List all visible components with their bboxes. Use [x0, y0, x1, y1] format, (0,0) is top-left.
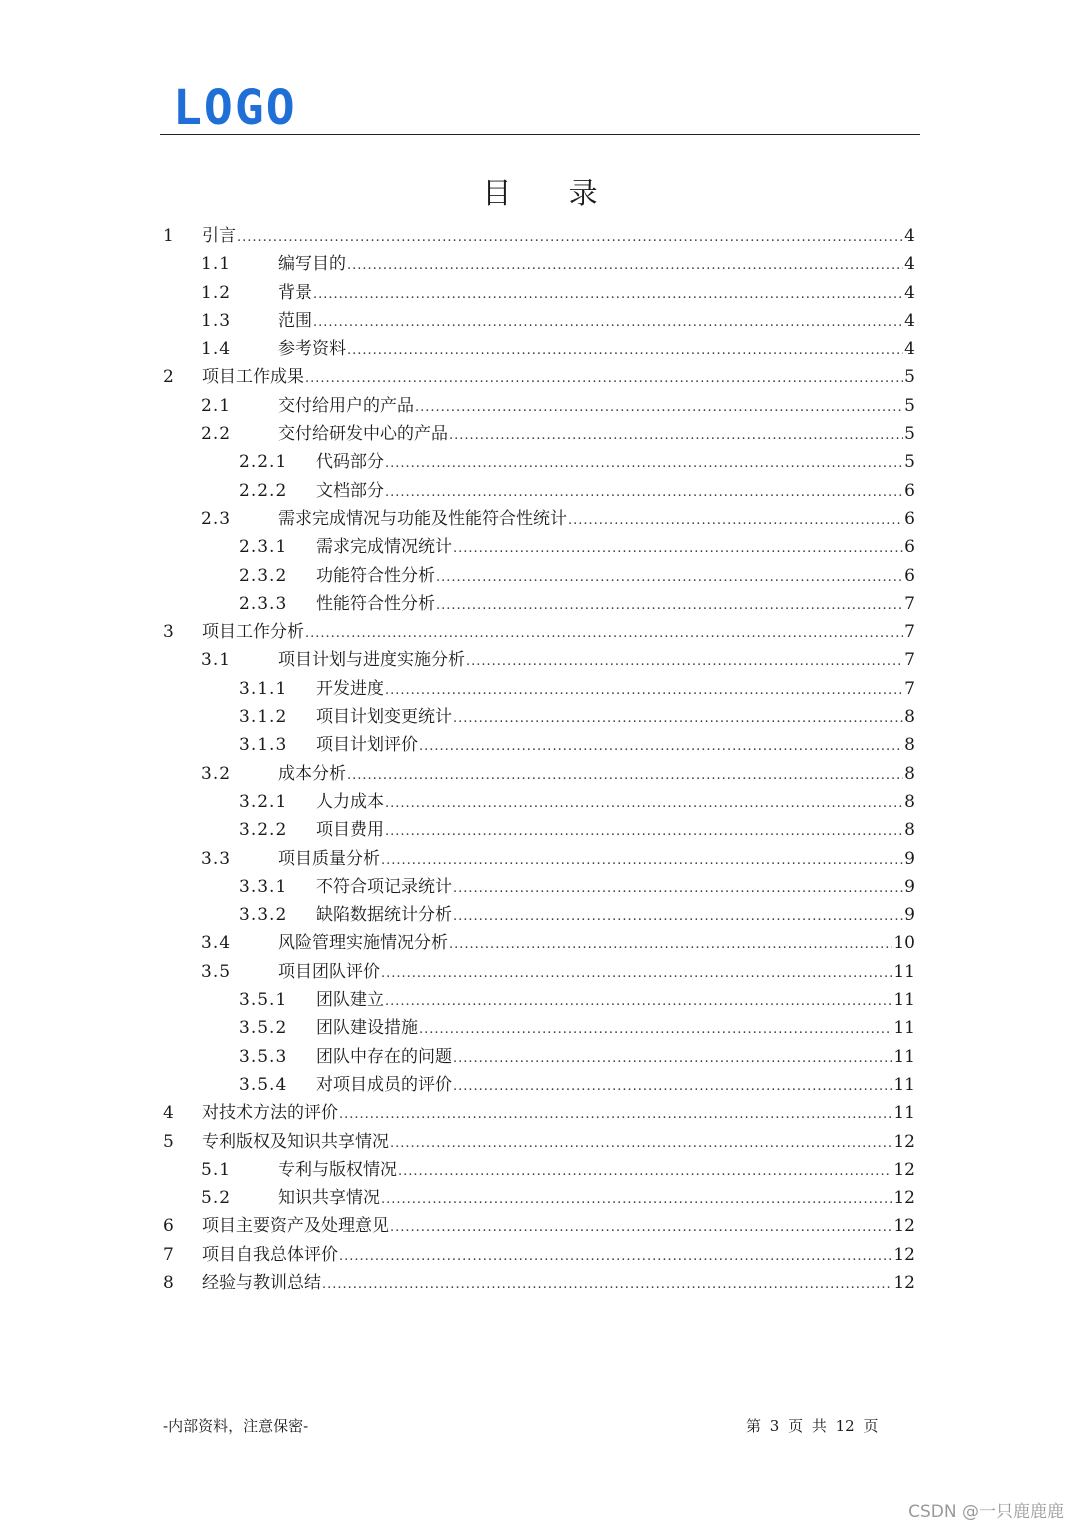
toc-entry-page: 8 [904, 735, 915, 756]
toc-entry-number: 3.2.2 [239, 820, 288, 841]
toc-entry-number: 4 [163, 1103, 175, 1124]
toc-entry-page: 11 [893, 1074, 915, 1095]
toc-entry-title: 项目工作成果 [202, 367, 304, 388]
toc-entry-number: 2.2 [201, 424, 232, 445]
toc-entry[interactable] [163, 1071, 915, 1099]
toc-entry-number: 1.3 [201, 310, 232, 331]
toc-entry-number: 3.2 [201, 763, 232, 784]
toc-entry-line [278, 1156, 915, 1186]
toc-entry-page: 5 [904, 424, 915, 445]
toc-entry-number: 5 [163, 1131, 175, 1152]
toc-entry-line [278, 420, 915, 450]
toc-entry-line [278, 958, 915, 988]
toc-dot-leader [398, 1158, 892, 1186]
toc-entry[interactable] [163, 816, 915, 844]
toc-entry[interactable] [163, 901, 915, 929]
toc-entry[interactable] [163, 420, 915, 448]
toc-entry[interactable] [163, 703, 915, 731]
toc-entry-title: 团队中存在的问题 [316, 1046, 452, 1067]
toc-entry-number: 3.5.2 [239, 1018, 288, 1039]
toc-entry-page: 11 [893, 1103, 915, 1124]
toc-entry-page: 10 [893, 933, 915, 954]
toc-entry-number: 3.5 [201, 961, 232, 982]
toc-entry[interactable] [163, 533, 915, 561]
toc-entry[interactable] [163, 1241, 915, 1269]
footer-confidential-note: -内部资料，注意保密- [163, 1417, 309, 1435]
toc-entry-page: 11 [893, 990, 915, 1011]
toc-entry-title: 参考资料 [278, 339, 346, 360]
toc-entry-title: 项目自我总体评价 [202, 1244, 338, 1265]
toc-entry-number: 1.1 [201, 254, 232, 275]
table-of-contents [163, 222, 915, 1297]
toc-entry-number: 2.3.3 [239, 593, 288, 614]
toc-entry[interactable] [163, 1043, 915, 1071]
toc-entry-line [278, 335, 915, 365]
toc-entry-page: 7 [904, 650, 915, 671]
toc-dot-leader [449, 422, 903, 450]
toc-dot-leader [453, 705, 903, 733]
toc-entry-page: 12 [893, 1131, 915, 1152]
toc-entry-line [202, 618, 915, 648]
toc-entry-page: 8 [904, 820, 915, 841]
toc-entry-page: 12 [893, 1244, 915, 1265]
toc-entry-title: 需求完成情况统计 [316, 537, 452, 558]
header-divider [160, 134, 920, 135]
toc-entry-title: 专利与版权情况 [278, 1159, 397, 1180]
toc-dot-leader [466, 648, 903, 676]
toc-entry-page: 5 [904, 395, 915, 416]
toc-entry-page: 12 [893, 1272, 915, 1293]
toc-entry-page: 5 [904, 452, 915, 473]
toc-entry-line [316, 901, 915, 931]
toc-dot-leader [305, 620, 903, 648]
toc-entry-page: 7 [904, 678, 915, 699]
toc-entry[interactable] [163, 363, 915, 391]
toc-dot-leader [322, 1271, 892, 1299]
toc-entry-line [202, 1212, 915, 1242]
toc-entry-number: 3.1 [201, 650, 232, 671]
toc-dot-leader [347, 337, 903, 365]
toc-entry-title: 引言 [202, 226, 236, 246]
toc-entry[interactable] [163, 1184, 915, 1212]
toc-entry-page: 8 [904, 791, 915, 812]
toc-dot-leader [339, 1243, 892, 1271]
toc-entry-line [278, 392, 915, 422]
toc-dot-leader [453, 903, 903, 931]
toc-title: 目 录 [482, 176, 622, 210]
toc-dot-leader [449, 931, 892, 959]
toc-entry[interactable] [163, 986, 915, 1014]
toc-entry[interactable] [163, 279, 915, 307]
toc-entry-line [316, 703, 915, 733]
toc-entry-title: 项目主要资产及处理意见 [202, 1216, 389, 1237]
toc-entry-line [278, 646, 915, 676]
toc-entry-line [316, 675, 915, 705]
toc-entry-number: 2.1 [201, 395, 232, 416]
toc-entry-line [316, 1014, 915, 1044]
toc-entry[interactable] [163, 1156, 915, 1184]
toc-entry-title: 专利版权及知识共享情况 [202, 1131, 389, 1152]
toc-dot-leader [453, 875, 903, 903]
toc-entry[interactable] [163, 958, 915, 986]
toc-entry-title: 需求完成情况与功能及性能符合性统计 [278, 508, 567, 529]
toc-entry-title: 项目计划与进度实施分析 [278, 650, 465, 671]
toc-entry-number: 3.3.2 [239, 905, 288, 926]
toc-dot-leader [385, 677, 903, 705]
logo: LOGO [173, 80, 297, 136]
toc-dot-leader [313, 281, 903, 309]
toc-entry[interactable] [163, 590, 915, 618]
toc-entry[interactable] [163, 845, 915, 873]
toc-entry[interactable] [163, 1014, 915, 1042]
toc-entry[interactable] [163, 731, 915, 759]
toc-entry-page: 4 [904, 282, 915, 303]
toc-entry-line [278, 505, 915, 535]
toc-entry-title: 缺陷数据统计分析 [316, 905, 452, 926]
toc-entry-number: 1 [163, 226, 175, 246]
toc-entry-page: 4 [904, 310, 915, 331]
toc-entry-number: 6 [163, 1216, 175, 1237]
toc-entry-number: 3.2.1 [239, 791, 288, 812]
toc-entry-title: 项目计划变更统计 [316, 707, 452, 728]
toc-entry-page: 4 [904, 226, 915, 246]
toc-entry[interactable] [163, 873, 915, 901]
toc-entry-title: 项目费用 [316, 820, 384, 841]
toc-entry-title: 项目工作分析 [202, 622, 304, 643]
toc-entry-line [278, 845, 915, 875]
toc-entry-page: 6 [904, 508, 915, 529]
toc-entry-line [278, 250, 915, 280]
toc-entry[interactable] [163, 646, 915, 674]
toc-entry[interactable] [163, 1212, 915, 1240]
toc-entry-line [278, 760, 915, 790]
toc-dot-leader [419, 733, 903, 761]
toc-entry-title: 项目质量分析 [278, 848, 380, 869]
toc-entry-number: 8 [163, 1272, 175, 1293]
toc-entry-line [316, 1071, 915, 1101]
toc-dot-leader [419, 1016, 892, 1044]
toc-dot-leader [381, 847, 903, 875]
toc-dot-leader [347, 252, 903, 280]
toc-entry-line [202, 363, 915, 393]
toc-entry-page: 12 [893, 1188, 915, 1209]
toc-entry-line [316, 816, 915, 846]
toc-dot-leader [390, 1130, 892, 1158]
toc-entry-title: 成本分析 [278, 763, 346, 784]
toc-entry-number: 3 [163, 622, 175, 643]
toc-entry-page: 8 [904, 763, 915, 784]
toc-entry-number: 2.2.2 [239, 480, 288, 501]
toc-dot-leader [390, 1214, 892, 1242]
toc-entry-number: 2.3 [201, 508, 232, 529]
toc-entry-page: 4 [904, 254, 915, 275]
toc-entry-page: 12 [893, 1216, 915, 1237]
toc-dot-leader [453, 535, 903, 563]
toc-entry-line [316, 873, 915, 903]
toc-entry-line [278, 1184, 915, 1214]
toc-entry-title: 项目计划评价 [316, 735, 418, 756]
toc-entry-title: 文档部分 [316, 480, 384, 501]
toc-entry-number: 2.2.1 [239, 452, 288, 473]
toc-entry[interactable] [163, 618, 915, 646]
toc-entry-line [316, 590, 915, 620]
toc-entry-line [316, 788, 915, 818]
toc-entry-number: 2 [163, 367, 175, 388]
toc-entry-line [202, 1128, 915, 1158]
toc-entry-number: 7 [163, 1244, 175, 1265]
toc-entry-number: 2.3.2 [239, 565, 288, 586]
toc-dot-leader [381, 1186, 892, 1214]
toc-entry-line [278, 307, 915, 337]
toc-dot-leader [385, 479, 903, 507]
toc-entry-title: 对项目成员的评价 [316, 1074, 452, 1095]
toc-entry-title: 风险管理实施情况分析 [278, 933, 448, 954]
toc-entry-page: 4 [904, 339, 915, 360]
toc-entry-line [316, 562, 915, 592]
toc-dot-leader [305, 365, 903, 393]
toc-dot-leader [385, 790, 903, 818]
toc-entry-title: 团队建设措施 [316, 1018, 418, 1039]
toc-entry-line [316, 1043, 915, 1073]
toc-entry-title: 开发进度 [316, 678, 384, 699]
toc-entry-title: 人力成本 [316, 791, 384, 812]
toc-entry-title: 知识共享情况 [278, 1188, 380, 1209]
toc-entry-page: 11 [893, 961, 915, 982]
toc-dot-leader [385, 818, 903, 846]
toc-entry-number: 3.5.4 [239, 1074, 288, 1095]
toc-entry-page: 6 [904, 565, 915, 586]
toc-entry[interactable] [163, 250, 915, 278]
toc-entry-number: 3.5.3 [239, 1046, 288, 1067]
toc-entry-line [316, 533, 915, 563]
toc-entry-number: 5.2 [201, 1188, 232, 1209]
toc-entry-page: 6 [904, 537, 915, 558]
toc-dot-leader [436, 592, 903, 620]
toc-entry[interactable] [163, 505, 915, 533]
toc-entry-title: 交付给用户的产品 [278, 395, 414, 416]
toc-entry[interactable] [163, 1099, 915, 1127]
toc-entry[interactable] [163, 1128, 915, 1156]
toc-entry[interactable] [163, 392, 915, 420]
toc-dot-leader [347, 762, 903, 790]
toc-dot-leader [339, 1101, 892, 1129]
toc-entry-number: 3.3 [201, 848, 232, 869]
toc-entry-line [278, 279, 915, 309]
toc-entry-title: 交付给研发中心的产品 [278, 424, 448, 445]
toc-entry-title: 编写目的 [278, 254, 346, 275]
toc-entry-page: 12 [893, 1159, 915, 1180]
toc-entry-line [202, 1099, 915, 1129]
toc-entry[interactable] [163, 760, 915, 788]
toc-entry-line [202, 222, 915, 252]
toc-entry-page: 8 [904, 707, 915, 728]
toc-entry-title: 代码部分 [316, 452, 384, 473]
toc-entry-title: 经验与教训总结 [202, 1272, 321, 1293]
toc-entry-page: 11 [893, 1046, 915, 1067]
toc-entry[interactable] [163, 562, 915, 590]
toc-dot-leader [237, 224, 903, 252]
toc-dot-leader [381, 960, 892, 988]
toc-entry-page: 7 [904, 622, 915, 643]
toc-entry-number: 3.1.1 [239, 678, 288, 699]
toc-dot-leader [313, 309, 903, 337]
toc-entry[interactable] [163, 335, 915, 363]
toc-entry-number: 3.5.1 [239, 990, 288, 1011]
toc-entry-page: 9 [904, 848, 915, 869]
toc-entry-number: 1.2 [201, 282, 232, 303]
toc-entry-line [316, 448, 915, 478]
toc-entry-line [316, 986, 915, 1016]
toc-dot-leader [415, 394, 903, 422]
toc-entry[interactable] [163, 929, 915, 957]
toc-entry[interactable] [163, 448, 915, 476]
toc-dot-leader [568, 507, 903, 535]
toc-entry-line [316, 477, 915, 507]
toc-entry-page: 9 [904, 876, 915, 897]
toc-entry-page: 9 [904, 905, 915, 926]
toc-dot-leader [436, 564, 903, 592]
toc-entry-title: 功能符合性分析 [316, 565, 435, 586]
toc-entry-number: 3.1.2 [239, 707, 288, 728]
toc-dot-leader [453, 1073, 892, 1101]
toc-entry-title: 背景 [278, 282, 312, 303]
toc-entry-title: 范围 [278, 310, 312, 331]
toc-entry-number: 3.4 [201, 933, 232, 954]
toc-entry-title: 团队建立 [316, 990, 384, 1011]
toc-entry[interactable] [163, 788, 915, 816]
toc-entry-number: 3.3.1 [239, 876, 288, 897]
toc-entry-page: 11 [893, 1018, 915, 1039]
toc-entry-title: 对技术方法的评价 [202, 1103, 338, 1124]
toc-entry-page: 6 [904, 480, 915, 501]
toc-entry-title: 不符合项记录统计 [316, 876, 452, 897]
toc-entry-number: 2.3.1 [239, 537, 288, 558]
toc-entry-page: 5 [904, 367, 915, 388]
footer-page-number: 第 3 页 共 12 页 [746, 1417, 879, 1435]
toc-entry-line [316, 731, 915, 761]
toc-entry-line [202, 1269, 915, 1299]
toc-entry[interactable] [163, 675, 915, 703]
toc-entry-number: 1.4 [201, 339, 232, 360]
toc-entry-line [278, 929, 915, 959]
toc-entry-number: 3.1.3 [239, 735, 288, 756]
toc-entry-page: 7 [904, 593, 915, 614]
toc-entry[interactable] [163, 307, 915, 335]
watermark: CSDN @一只鹿鹿鹿 [908, 1502, 1064, 1522]
toc-entry[interactable] [163, 222, 915, 250]
toc-entry-number: 5.1 [201, 1159, 232, 1180]
toc-entry-line [202, 1241, 915, 1271]
toc-entry[interactable] [163, 477, 915, 505]
toc-dot-leader [385, 450, 903, 478]
toc-entry-title: 项目团队评价 [278, 961, 380, 982]
toc-dot-leader [453, 1045, 892, 1073]
toc-entry[interactable] [163, 1269, 915, 1297]
toc-dot-leader [385, 988, 892, 1016]
toc-entry-title: 性能符合性分析 [316, 593, 435, 614]
